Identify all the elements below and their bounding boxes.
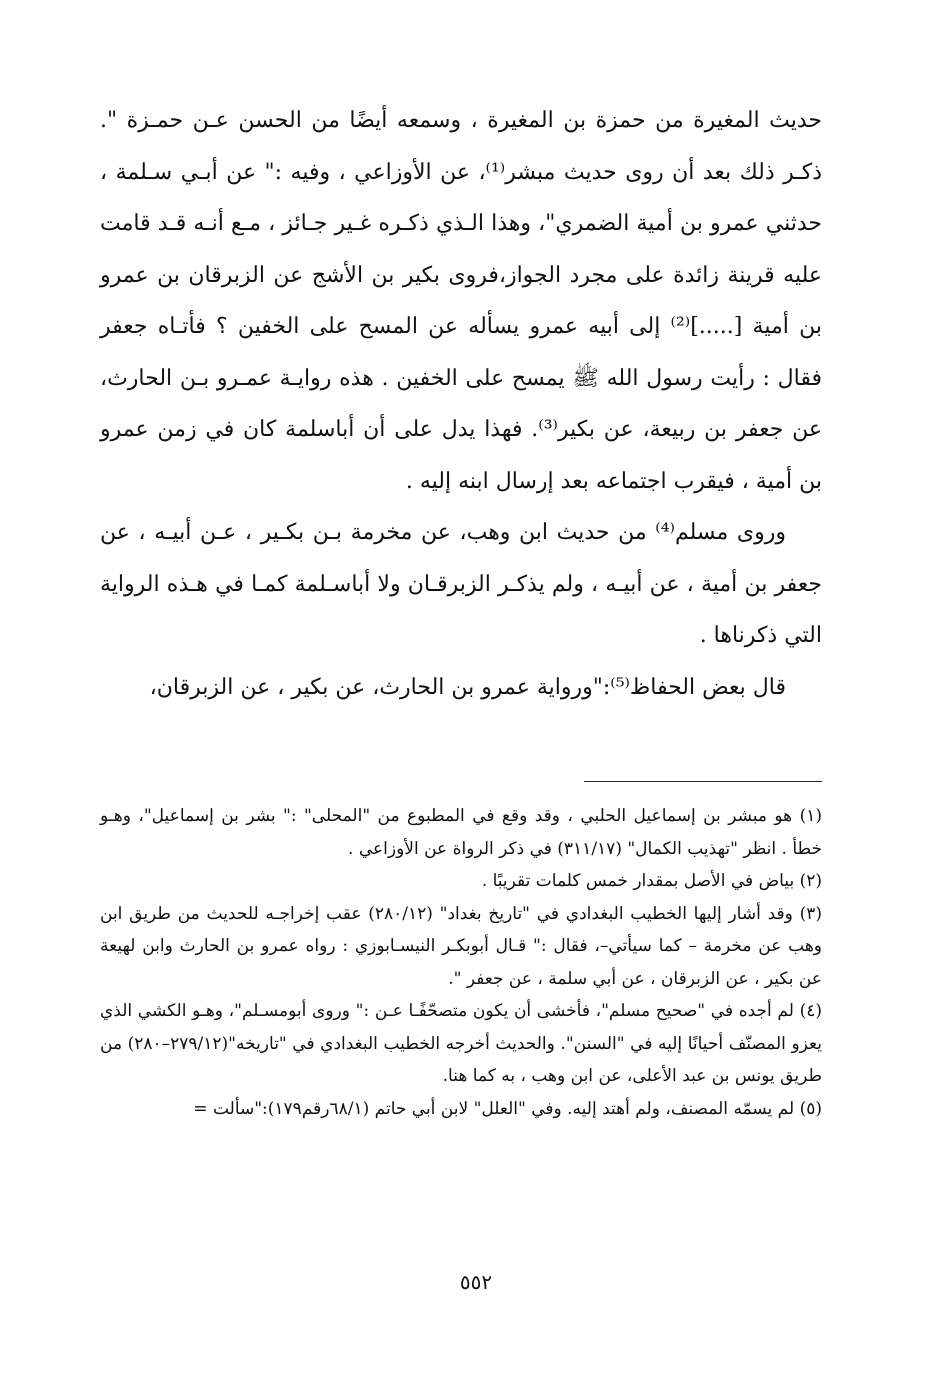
footnote-separator <box>584 781 822 782</box>
main-text <box>100 95 822 713</box>
footnotes <box>100 800 822 1125</box>
footnote-3: (٣) وقد أشار إليها الخطيب البغدادي في "تاريخ بغداد" (٢٨٠/١٢) عقب إخراجـه للحديث من طريق ابن وهب عن مخرمة – كما سيأتي–، فقال :" قـال أبوبكـر النيسـابوزي : رواه عمرو بن الحارث وابن لهيعة عن بكير ، عن الزبرقان ، عن أبي سلمة ، عن جعفر ". <box>100 903 822 989</box>
footnote-1: (١) هو مبشر بن إسماعيل الحلبي ، وقد وقع في المطبوع من "المحلى" :" بشر بن إسماعيل"، وهـو خطأ . انظر "تهذيب الكمال" (٣١١/١٧) في ذكر الرواة عن الأوزاعي . <box>100 806 822 859</box>
paragraph-2: وروى مسلم⁽⁴⁾ من حديث ابن وهب، عن مخرمة بـن بكـير ، عـن أبيـه ، عن جعفر بن أمية ، عن أبيـه ، ولم يذكـر الزبرقـان ولا أباسـلمة كمـا في هـذه الرواية التي ذكرناها . <box>100 520 822 648</box>
paragraph-3: قال بعض الحفاظ⁽⁵⁾:"ورواية عمرو بن الحارث، عن بكير ، عن الزبرقان، <box>149 674 786 700</box>
page-number: ٥٥٢ <box>459 1270 493 1294</box>
paragraph-1: حديث المغيرة من حمزة بن المغيرة ، وسمعه أيضًا من الحسن عـن حمـزة ". ذكـر ذلك بعد أن روى حديث مبشر⁽¹⁾، عن الأوزاعي ، وفيه :" عن أبـي سـلمة ، حدثني عمرو بن أمية الضمري"، وهذا الـذي ذكـره غـير جـائز ، مـع أنـه قـد قامت عليه قرينة زائدة على مجرد الجواز،فروى بكير بن الأشج عن الزبرقان بن عمرو بن أمية [.....]⁽²⁾ إلى أبيه عمرو يسأله عن المسح على الخفين ؟ فأتـاه جعفر فقال : رأيت رسول الله ﷺ يمسح على الخفين . هذه روايـة عمـرو بـن الحارث، عن جعفر بن ربيعة، عن بكير⁽³⁾. فهذا يدل على أن أباسلمة كان في زمن عمرو بن أمية ، فيقرب اجتماعه بعد إرسال ابنه إليه . <box>100 108 822 494</box>
footnote-4: (٤) لم أجده في "صحيح مسلم"، فأخشى أن يكون متصحّفًـا عـن :" وروى أبومسـلم"، وهـو الكشي الذي يعزو المصنّف أحيانًا إليه في "السنن". والحديث أخرجه الخطيب البغدادي في "تاريخه"(٢٧٩/١٢–٢٨٠) من طريق يونس بن عبد الأعلى، عن ابن وهب ، به كما هنا. <box>100 1001 822 1086</box>
footnote-2: (٢) بياض في الأصل بمقدار خمس كلمات تقريبًا . <box>481 871 822 891</box>
footnote-5: (٥) لم يسمّه المصنف، ولم أهتد إليه. وفي "العلل" لابن أبي حاتم (٦٨/١رقم١٧٩):"سألت = <box>193 1098 822 1119</box>
